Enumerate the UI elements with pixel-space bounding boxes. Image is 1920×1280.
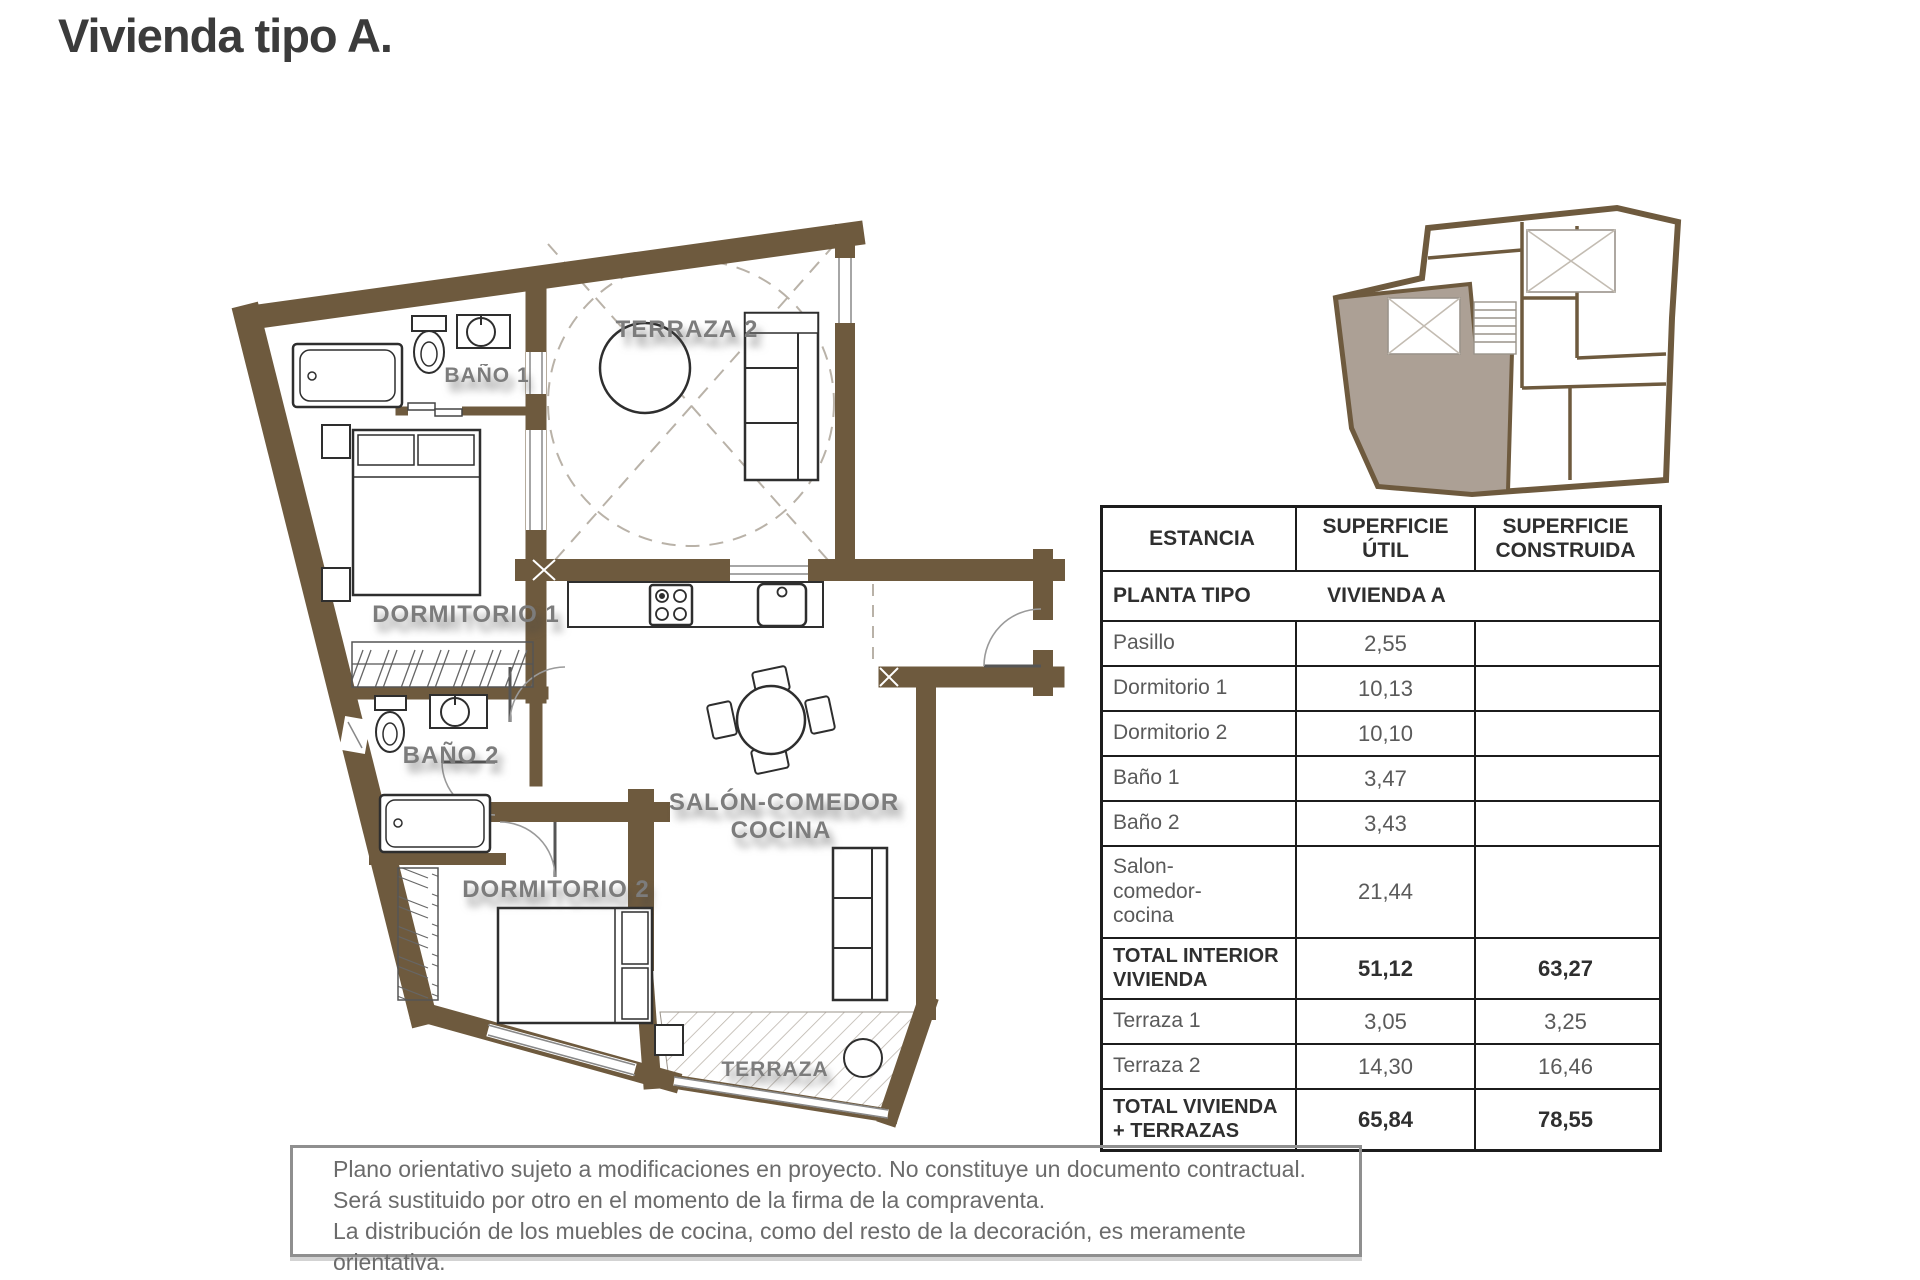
cell-cons: 63,27 [1537,955,1594,981]
cell-util: 2,55 [1297,622,1476,665]
room-label-salon-line1: SALÓN-COMEDOR [668,789,900,816]
key-plan [1322,198,1692,500]
keyplan-stair-icon [1474,302,1516,354]
kitchen-sink-icon [758,584,806,626]
cell-cons [1476,712,1655,755]
cell-name: TOTAL INTERIOR VIVIENDA [1103,939,1297,998]
disclaimer-line-1: Plano orientativo sujeto a modificaciones en proyecto. No constituye un documento contractual. [333,1156,1306,1182]
table-subheader-row [1103,570,1659,620]
cell-name: Terraza 2 [1103,1045,1297,1088]
floor-plan [190,140,1070,1130]
disclaimer-line-3: La distribución de los muebles de cocina, como del resto de la decoración, es meramente orientativa. [333,1218,1246,1275]
disclaimer-box [290,1145,1362,1275]
cell-name: TOTAL VIVIENDA + TERRAZAS [1103,1090,1297,1149]
cell-name: Baño 1 [1103,757,1297,800]
cell-name: Pasillo [1103,622,1297,665]
table-row [1103,1043,1659,1088]
stove-icon [650,585,692,625]
wardrobe1-icon [352,642,533,687]
entry-door-icon [984,609,1041,666]
table-header-row [1103,508,1659,570]
dorm2-door-icon [500,822,555,877]
dining-table-icon [707,666,836,775]
cell-cons: 78,55 [1537,1106,1594,1132]
table-row [1103,755,1659,800]
cell-name: Dormitorio 1 [1103,667,1297,710]
bathtub2-icon [380,795,490,852]
cell-util: 51,12 [1297,939,1476,998]
cell-cons [1476,802,1655,845]
bed1-icon [322,425,480,601]
table-row [1103,710,1659,755]
cell-util: 3,43 [1297,802,1476,845]
kitchen-counter [568,582,823,627]
wardrobe2-icon [398,868,438,1000]
disclaimer-line-2: Será sustituido por otro en el momento de la firma de la compraventa. [333,1187,1046,1213]
subheader-vivienda-a: VIVIENDA A [1327,584,1446,607]
cell-util: 10,10 [1297,712,1476,755]
table-row [1103,620,1659,665]
table-row-total-vivienda [1103,1088,1659,1149]
header-estancia: ESTANCIA [1103,508,1297,570]
toilet-icon [412,316,446,373]
cell-cons [1476,757,1655,800]
room-label-bano2: BAÑO 2 [402,742,500,769]
room-label-salon-line2: COCINA [730,817,832,844]
cell-util: 10,13 [1297,667,1476,710]
table-row [1103,800,1659,845]
cell-cons: 16,46 [1537,1053,1594,1079]
room-label-dormitorio1: DORMITORIO 1 [372,601,560,628]
toilet2-icon [375,696,406,752]
room-label-dormitorio2: DORMITORIO 2 [462,876,650,903]
header-superficie-util: SUPERFICIE ÚTIL [1297,508,1476,570]
table-row [1103,665,1659,710]
table-row-total-interior [1103,937,1659,998]
table-row [1103,845,1659,937]
cell-cons [1476,622,1655,665]
cell-util: 14,30 [1297,1045,1476,1088]
cell-name: Salon-comedor-cocina [1113,854,1202,928]
room-label-terraza: TERRAZA [721,1058,829,1081]
cell-util: 3,05 [1297,1000,1476,1043]
furniture [293,313,887,1077]
page-title: Vivienda tipo A. [58,9,392,62]
cell-util: 21,44 [1297,847,1476,937]
cell-name: Terraza 1 [1103,1000,1297,1043]
table-row [1103,998,1659,1043]
bathtub-icon [293,344,402,407]
round-chair-icon [844,1039,882,1077]
cell-cons: 3,25 [1544,1008,1587,1034]
subheader-planta-tipo: PLANTA TIPO [1113,584,1251,607]
cell-name: Dormitorio 2 [1103,712,1297,755]
header-superficie-construida: SUPERFICIE CONSTRUIDA [1495,514,1636,562]
cell-cons [1476,667,1655,710]
salon-sofa-icon [833,848,887,1000]
sliding-door-icon [408,403,435,410]
sink2-icon [430,695,487,728]
cell-util: 65,84 [1297,1090,1476,1149]
cell-cons [1476,847,1655,937]
areas-table [1100,505,1662,1152]
sink-icon [457,315,510,348]
cell-util: 3,47 [1297,757,1476,800]
room-label-bano1: BAÑO 1 [444,364,530,387]
cell-name: Baño 2 [1103,802,1297,845]
room-label-terraza2: TERRAZA 2 [615,316,759,343]
